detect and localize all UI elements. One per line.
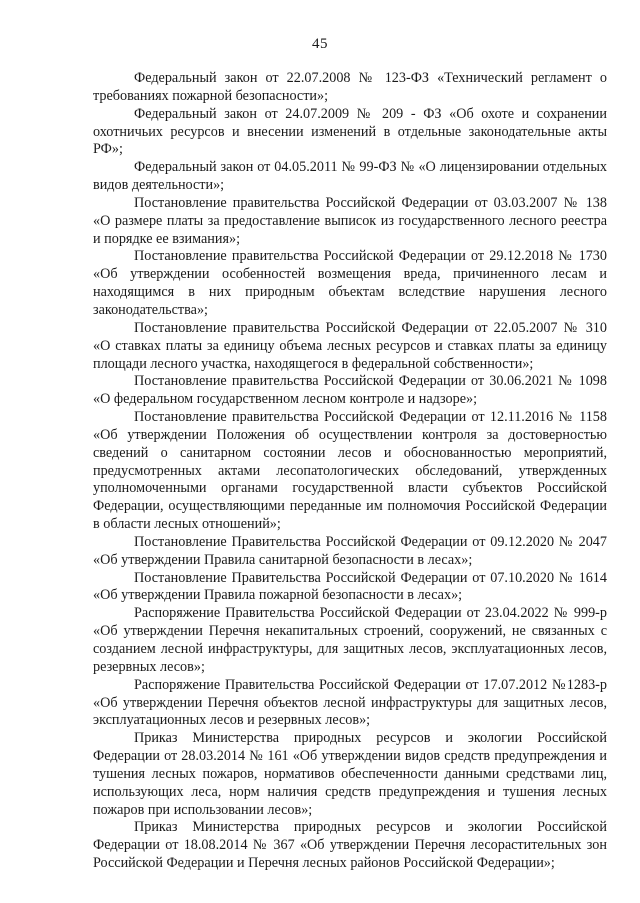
- paragraph-resolution-310: Постановление правительства Российской Федерации от 22.05.2007 № 310 «О ставках платы за единицу объема лесных ресурсов и ставках платы за единицу площади лесного участка, находящегося в федеральной собственности»;: [93, 319, 607, 372]
- paragraph-resolution-138: Постановление правительства Российской Федерации от 03.03.2007 № 138 «О размере платы за предоставление выписок из государственного лесного реестра и порядке ее взимания»;: [93, 194, 607, 247]
- paragraph-ministry-order-161: Приказ Министерства природных ресурсов и экологии Российской Федерации от 28.03.2014 № 161 «Об утверждении видов средств предупреждения и тушения лесных пожаров, нормативов обеспеченности данными средствами лиц, использующих леса, норм наличия средств предупреждения и тушения лесных пожаров при использовании лесов»;: [93, 730, 607, 818]
- paragraph-federal-law-209: Федеральный закон от 24.07.2009 № 209 - ФЗ «Об охоте и сохранении охотничьих ресурсов и внесении изменений в отдельные законодательные акты РФ»;: [93, 105, 607, 158]
- paragraph-order-1283r: Распоряжение Правительства Российской Федерации от 17.07.2012 №1283-р «Об утверждении Перечня объектов лесной инфраструктуры для защитных лесов, эксплуатационных лесов и резервных лесов»;: [93, 676, 607, 729]
- paragraph-resolution-1730: Постановление правительства Российской Федерации от 29.12.2018 № 1730 «Об утверждении особенностей возмещения вреда, причиненного лесам и находящимся в них природным объектам вследствие нарушения лесного законодательства»;: [93, 248, 607, 318]
- paragraph-resolution-1158: Постановление правительства Российской Федерации от 12.11.2016 № 1158 «Об утверждении Положения об осуществлении контроля за достоверностью сведений о санитарном состоянии лесов и обоснованностью мероприятий, предусмотренных актами лесопатологических обследований, утвержденных уполномоченными органами государственной власти субъектов Российской Федерации, осуществляющими переданные им полномочия Российской Федерации в области лесных отношений»;: [93, 409, 607, 533]
- document-body: [93, 70, 607, 873]
- paragraph-resolution-1098: Постановление правительства Российской Федерации от 30.06.2021 № 1098 «О федеральном государственном лесном контроле и надзоре»;: [93, 373, 607, 408]
- paragraph-federal-law-99: Федеральный закон от 04.05.2011 № 99-ФЗ № «О лицензировании отдельных видов деятельности»;: [93, 159, 607, 194]
- paragraph-ministry-order-367: Приказ Министерства природных ресурсов и экологии Российской Федерации от 18.08.2014 № 367 «Об утверждении Перечня лесорастительных зон Российской Федерации и Перечня лесных районов Российской Федерации»;: [93, 819, 607, 872]
- page-number: 45: [312, 36, 328, 52]
- paragraph-resolution-1614: Постановление Правительства Российской Федерации от 07.10.2020 № 1614 «Об утверждении Правила пожарной безопасности в лесах»;: [93, 569, 607, 604]
- paragraph-federal-law-123: Федеральный закон от 22.07.2008 № 123-ФЗ «Технический регламент о требованиях пожарной безопасности»;: [93, 70, 607, 104]
- paragraph-order-999r: Распоряжение Правительства Российской Федерации от 23.04.2022 № 999-р «Об утверждении Перечня некапитальных строений, сооружений, не связанных с созданием лесной инфраструктуры, для защитных лесов, эксплуатационных лесов, резервных лесов»;: [93, 605, 607, 675]
- paragraph-resolution-2047: Постановление Правительства Российской Федерации от 09.12.2020 № 2047 «Об утверждении Правила санитарной безопасности в лесах»;: [93, 533, 607, 568]
